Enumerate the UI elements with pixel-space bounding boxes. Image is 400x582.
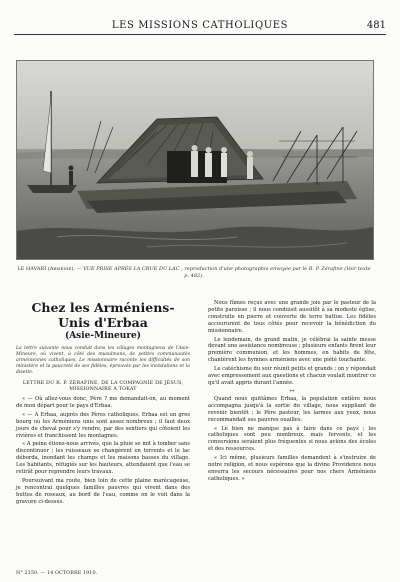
paragraph: « Ici même, plusieurs familles demandent à s'instruire de notre religion, et nous espérons que la divine Providence nous enverra les secours nécessaires pour nos chers Arméniens catholiques. » — [208, 455, 376, 482]
article-title: Chez les Arméniens-Unis d'Erbaa — [31, 300, 175, 330]
paragraph: « Le bien ne manque pas à faire dans ce pays ; les catholiques sont peu nombreux, mais fervents, et les conversions seraient plus fréquentes si nous avions des écoles et des ressources. — [208, 425, 376, 453]
article-subtitle: (Asie-Mineure) — [64, 331, 142, 341]
lake-huts-photo — [17, 61, 373, 259]
right-column — [208, 300, 376, 485]
issue-footer: N° 2150. — 14 OCTOBRE 1910. — [16, 570, 98, 576]
paragraph: « A peine étions-nous arrivés, que la pluie se mit à tomber sans discontinuer ; les ruisseaux se changèrent en torrents et le lac déborda, inondant les champs et les maisons basses du village. Les habitants, réfugiés sur les hauteurs, attendaient que l'eau se retirât pour reprendre leurs travaux. — [16, 441, 190, 476]
caption-lead: LE HAVARI (Arménie). — [17, 266, 75, 272]
journal-title: LES MISSIONS CATHOLIQUES — [111, 20, 289, 31]
running-header — [14, 20, 386, 35]
paragraph: Quand nous quittâmes Erbaa, la population entière nous accompagna jusqu'à la sortie du village, nous suppliant de revenir bientôt ; le Père pasteur, les larmes aux yeux, nous recommandait ses pauvres ouailles. — [208, 395, 376, 423]
paragraph: Le catéchisme du soir réunit petits et grands ; on y répondait avec empressement aux questions et chacun voulait montrer ce qu'il avait appris durant l'année. — [208, 366, 376, 386]
paragraph: « — Où allez-vous donc, Père ? me demandait-on, au moment de mon départ pour le pays d'Erbaa. — [16, 396, 190, 409]
photograph — [16, 60, 374, 260]
paragraph: Poursuivant ma route, bien loin de cette plaine marécageuse, je rencontrai quelques familles pauvres qui vivent dans des huttes de roseaux, au bord de l'eau, comme on le voit dans la gravure ci-dessus. — [16, 477, 190, 505]
letter-heading: LETTRE DU R. P. ZÉRAFINE, DE LA COMPAGNIE DE JÉSUS, MISSIONNAIRE A TOKAT — [22, 381, 184, 392]
section-mark: ** — [289, 388, 295, 395]
paragraph: Le lendemain, de grand matin, je célébrai la sainte messe devant une assistance nombreuse ; plusieurs enfants firent leur première communion, et les hommes, en habits de fête, chantèrent les hymnes arméniens avec une piété touchante. — [208, 336, 376, 364]
paragraph: « — A Erbaa, auprès des Pères catholiques. Erbaa est un gros bourg où les Arméniens unis sont assez nombreux ; il faut deux jours de cheval pour s'y rendre, par des sentiers qui côtoient les rivières et franchissent les montagnes. — [16, 411, 190, 439]
article-intro: La lettre suivante nous conduit dans les villages montagneux de l'Asie-Mineure, où vivent, à côté des musulmans, de petites communautés arméniennes catholiques. Le missionnaire raconte les difficultés de son ministère et la pauvreté de ses fidèles, éprouvés par les inondations et la disette. — [16, 346, 190, 375]
figure-caption — [16, 266, 372, 280]
page-number: 481 — [366, 20, 386, 31]
paragraph: Nous fûmes reçus avec une grande joie par le pasteur de la petite paroisse ; il nous conduisit aussitôt à sa modeste église, construite en pierre et couverte de terre battue. Les fidèles accoururent de tous côtés pour recevoir la bénédiction du missionnaire. — [208, 300, 376, 334]
caption-text: — VUE PRISE APRÈS LA CRUE DU LAC ; reproduction d'une photographie envoyée par le R. P. Zérafine (Voir texte p. 482). — [76, 266, 371, 279]
left-column — [16, 300, 190, 508]
